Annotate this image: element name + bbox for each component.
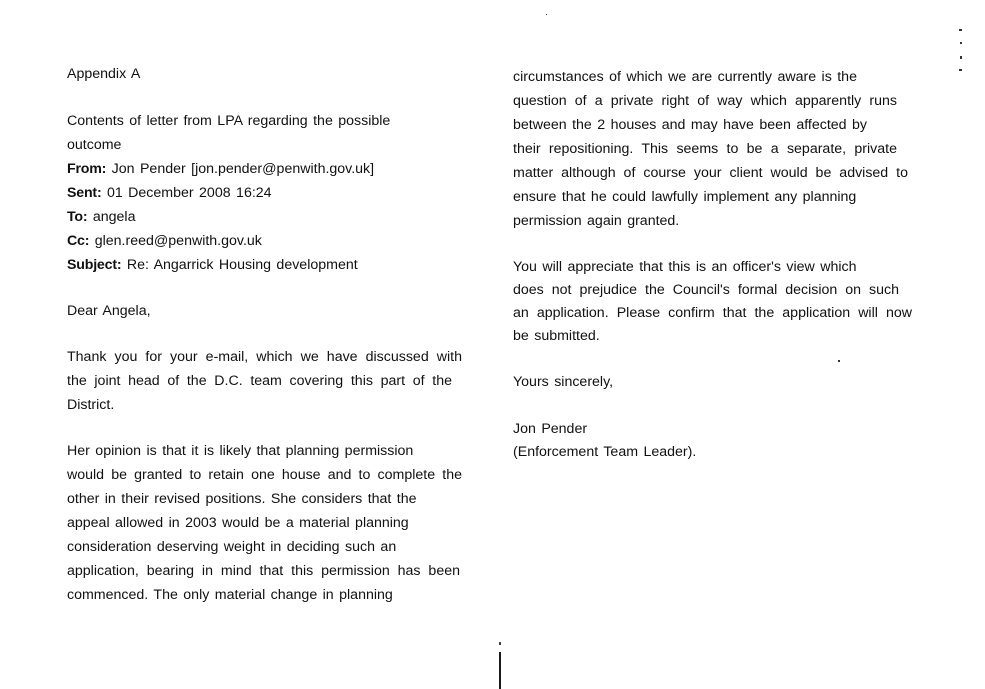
email-subject-row	[67, 253, 358, 277]
paragraph2-line: other in their revised positions. She considers that the	[67, 491, 417, 507]
signature-name: Jon Pender	[513, 421, 588, 437]
scan-speck	[959, 29, 962, 31]
heading-line-2: outcome	[67, 137, 122, 153]
from-label: From:	[67, 161, 107, 177]
scan-speck	[959, 69, 962, 71]
closing: Yours sincerely,	[513, 374, 614, 390]
paragraph3-line: You will appreciate that this is an officer's view which	[513, 259, 857, 275]
paragraph1-line: Thank you for your e-mail, which we have discussed with	[67, 349, 462, 365]
paragraph3-line: an application. Please confirm that the application will now	[513, 305, 912, 321]
paragraph1-line: the joint head of the D.C. team covering this part of the	[67, 373, 452, 389]
paragraph2-continued-line: between the 2 houses and may have been affected by	[513, 117, 867, 133]
to-value: angela	[92, 209, 136, 225]
scan-speck	[499, 642, 501, 645]
paragraph2-continued-line: circumstances of which we are currently aware is the	[513, 69, 857, 85]
appendix-title: Appendix A	[67, 66, 141, 82]
paragraph2-line: application, bearing in mind that this permission has been	[67, 563, 460, 579]
paragraph1-line: District.	[67, 397, 115, 413]
scan-speck	[960, 56, 962, 59]
paragraph2-continued-line: ensure that he could lawfully implement any planning	[513, 189, 857, 205]
salutation: Dear Angela,	[67, 303, 151, 319]
subject-value: Re: Angarrick Housing development	[126, 257, 358, 273]
email-to-row	[67, 205, 135, 229]
sent-label: Sent:	[67, 185, 102, 201]
paragraph2-line: appeal allowed in 2003 would be a material planning	[67, 515, 409, 531]
scan-speck	[960, 42, 962, 44]
heading-line-1: Contents of letter from LPA regarding the possible	[67, 113, 391, 129]
paragraph2-line: commenced. The only material change in planning	[67, 587, 393, 603]
paragraph2-line: would be granted to retain one house and to complete the	[67, 467, 462, 483]
page-fold-line	[499, 652, 501, 689]
scan-speck	[546, 14, 547, 15]
cc-label: Cc:	[67, 233, 90, 249]
paragraph2-continued-line: their repositioning. This seems to be a separate, private	[513, 141, 897, 157]
cc-value: glen.reed@penwith.gov.uk	[94, 233, 262, 249]
scan-speck	[838, 360, 840, 362]
paragraph2-line: Her opinion is that it is likely that planning permission	[67, 443, 414, 459]
sent-value: 01 December 2008 16:24	[106, 185, 272, 201]
from-value: Jon Pender [jon.pender@penwith.gov.uk]	[111, 161, 375, 177]
paragraph3-line: be submitted.	[513, 328, 600, 344]
to-label: To:	[67, 209, 88, 225]
signature-title: (Enforcement Team Leader).	[513, 444, 697, 460]
paragraph2-continued-line: question of a private right of way which apparently runs	[513, 93, 897, 109]
paragraph2-continued-line: matter although of course your client would be advised to	[513, 165, 908, 181]
email-sent-row	[67, 181, 272, 205]
email-from-row	[67, 157, 374, 181]
email-cc-row	[67, 229, 262, 253]
paragraph2-continued-line: permission again granted.	[513, 213, 680, 229]
paragraph3-line: does not prejudice the Council's formal decision on such	[513, 282, 899, 298]
subject-label: Subject:	[67, 257, 122, 273]
paragraph2-line: consideration deserving weight in deciding such an	[67, 539, 397, 555]
